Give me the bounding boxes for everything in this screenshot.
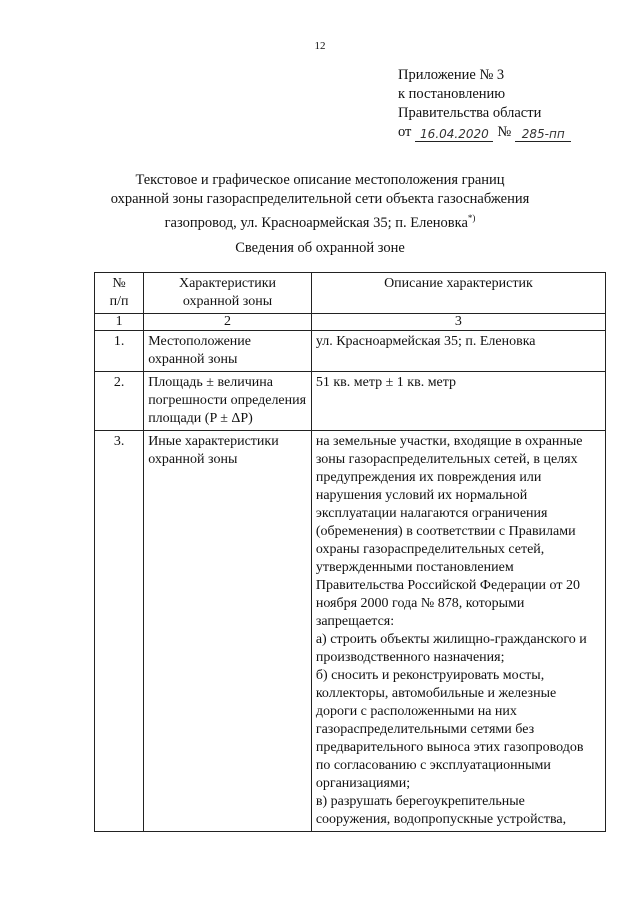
- handwritten-date: 16.04.2020: [415, 127, 493, 142]
- title-line-2: охранной зоны газораспределительной сети объекта газоснабжения: [110, 191, 530, 207]
- restriction-item-c: в) разрушать берегоукрепительные сооружения, водопропускные устройства,: [315, 794, 567, 827]
- table-index-row: [95, 314, 606, 331]
- restriction-item-b: б) сносить и реконструировать мосты, коллекторы, автомобильные и железные дороги с расположенными на них газораспределительными сетями без предварительного выноса этих газопроводов по согласованию с эксплуатационными организациями;: [315, 668, 584, 791]
- row-number: 3.: [95, 431, 144, 832]
- protection-zone-table: [94, 272, 606, 832]
- table-row: [95, 431, 606, 832]
- row-characteristic: Площадь ± величина погрешности определения площади (P ± ΔP): [144, 372, 312, 431]
- row-description: ул. Красноармейская 35; п. Еленовка: [311, 331, 605, 372]
- page-number: 12: [314, 40, 326, 52]
- row-characteristic: Иные характеристики охранной зоны: [144, 431, 312, 832]
- row-number: 1.: [95, 331, 144, 372]
- row-description: 51 кв. метр ± 1 кв. метр: [311, 372, 605, 431]
- table-row: [95, 372, 606, 431]
- table-row: [95, 331, 606, 372]
- description-intro: на земельные участки, входящие в охранные зоны газораспределительных сетей, в целях предупреждения их повреждения или нарушения условий их нормальной эксплуатации налагаются ограничения (обременения) в соответствии с Правилами охраны газораспределительных сетей, утвержденными постановлением Правительства Российской Федерации от 20 ноября 2000 года № 878, которыми запрещается:: [315, 434, 583, 629]
- header-description: Описание характеристик: [311, 273, 605, 314]
- header-number: [95, 273, 144, 314]
- restriction-item-a: а) строить объекты жилищно-гражданского и производственного назначения;: [315, 632, 587, 665]
- row-characteristic: Местоположение охранной зоны: [144, 331, 312, 372]
- title-line-3-text: газопровод, ул. Красноармейская 35; п. Еленовка: [164, 214, 468, 231]
- section-subtitle: Сведения об охранной зоне: [235, 240, 405, 256]
- header-number-line-1: №: [112, 276, 126, 291]
- appendix-signature-line: [398, 123, 575, 142]
- appendix-line-3: Правительства области: [398, 105, 542, 121]
- table-header-row: [95, 273, 606, 314]
- header-characteristic-line-2: охранной зоны: [182, 294, 273, 309]
- handwritten-number: 285-пп: [515, 127, 571, 142]
- index-cell: 2: [144, 314, 312, 331]
- appendix-line-2: к постановлению: [398, 86, 506, 102]
- row-description: [311, 431, 605, 832]
- title-line-3: [0, 209, 640, 233]
- header-number-line-2: п/п: [109, 294, 129, 309]
- header-characteristic: [144, 273, 312, 314]
- footnote-mark: *): [467, 213, 476, 223]
- from-label: от: [398, 124, 412, 140]
- header-characteristic-line-1: Характеристики: [178, 276, 277, 291]
- document-title: [0, 171, 640, 233]
- index-cell: 1: [95, 314, 144, 331]
- row-number: 2.: [95, 372, 144, 431]
- index-cell: 3: [311, 314, 605, 331]
- appendix-block: [398, 66, 575, 142]
- title-line-1: Текстовое и графическое описание местоположения границ: [135, 172, 505, 188]
- appendix-line-1: Приложение № 3: [398, 67, 505, 83]
- number-label: №: [497, 124, 512, 140]
